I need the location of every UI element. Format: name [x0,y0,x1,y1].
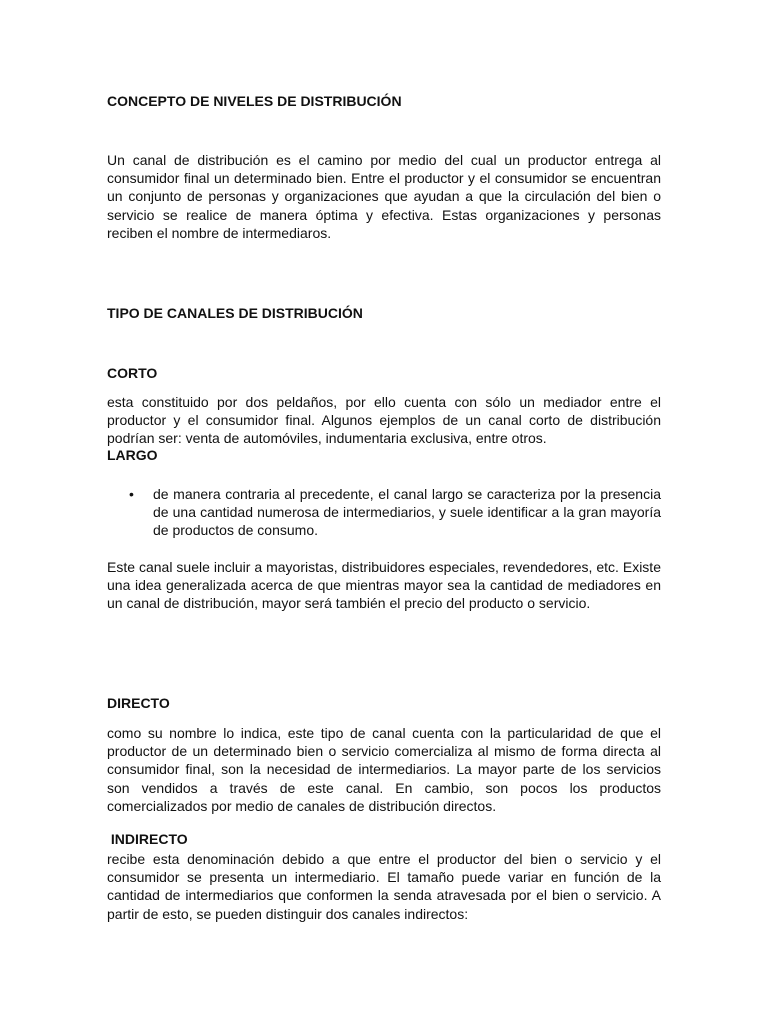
intro-paragraph: Un canal de distribución es el camino por medio del cual un productor entrega al consumidor final un determinado bien. Entre el productor y el consumidor se encuentran un conjunto de personas y organizaciones que ayudan a que la circulación del bien o servicio se realice de manera óptima y efectiva. Estas organizaciones y personas reciben el nombre de intermediaros. [107,152,661,241]
largo-heading: LARGO [107,447,158,463]
largo-bullet-text: de manera contraria al precedente, el canal largo se caracteriza por la presencia de una cantidad numerosa de intermediarios, y suele identificar a la gran mayoría de productos de consumo. [153,486,661,539]
document-title: CONCEPTO DE NIVELES DE DISTRIBUCIÓN [107,93,402,109]
indirecto-paragraph: recibe esta denominación debido a que entre el productor del bien o servicio y el consumidor se presenta un intermediario. El tamaño puede variar en función de la cantidad de intermediarios que conformen la senda atravesada por el bien o servicio. A partir de esto, se pueden distinguir dos canales indirectos: [107,851,661,922]
indirecto-heading: INDIRECTO [107,831,188,847]
largo-bullet-list [107,485,661,540]
directo-heading: DIRECTO [107,695,170,711]
largo-bullet-item [107,485,661,540]
bullet-dot-icon: • [129,486,134,502]
directo-paragraph: como su nombre lo indica, este tipo de canal cuenta con la particularidad de que el productor de un determinado bien o servicio comercializa al mismo de forma directa al consumidor final, son la necesidad de intermediarios. La mayor parte de los servicios son vendidos a través de este canal. En cambio, son pocos los productos comercializados por medio de canales de distribución directos. [107,725,661,814]
section-title: TIPO DE CANALES DE DISTRIBUCIÓN [107,305,363,321]
document-page [107,0,661,1024]
corto-heading: CORTO [107,365,158,381]
corto-paragraph: esta constituido por dos peldaños, por ello cuenta con sólo un mediador entre el productor y el consumidor final. Algunos ejemplos de un canal corto de distribución podrían ser: venta de automóviles, indumentaria exclusiva, entre otros. [107,394,661,447]
largo-paragraph: Este canal suele incluir a mayoristas, distribuidores especiales, revendedores, etc. Existe una idea generalizada acerca de que mientras mayor sea la cantidad de mediadores en un canal de distribución, mayor será también el precio del producto o servicio. [107,559,661,612]
